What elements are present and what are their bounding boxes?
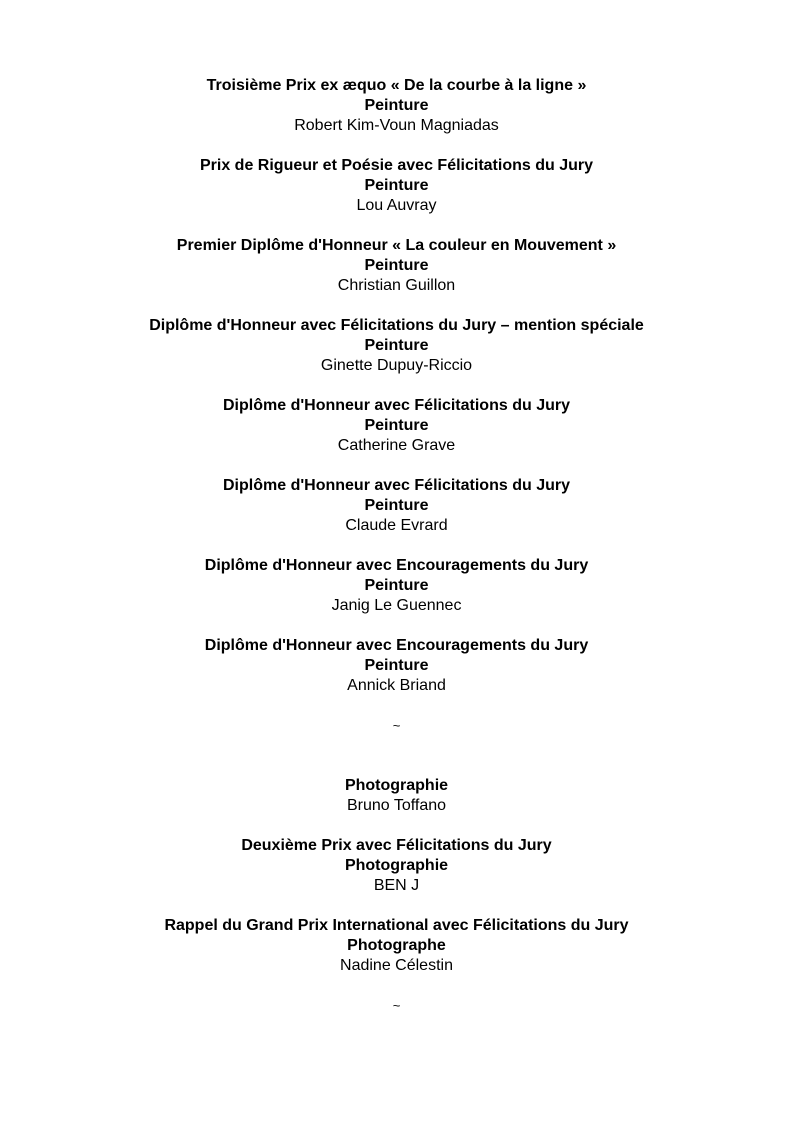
award-entry [0,636,793,696]
award-artist: Ginette Dupuy-Riccio [320,357,473,374]
award-artist: Annick Briand [347,677,446,694]
award-category: Peinture [364,577,429,594]
award-title: Diplôme d'Honneur avec Félicitations du Jury [223,477,570,494]
award-entry [0,776,793,816]
award-title: Diplôme d'Honneur avec Félicitations du Jury [223,397,570,414]
award-artist: Nadine Célestin [340,957,453,974]
award-artist: Robert Kim-Voun Magniadas [294,117,499,134]
award-entry [0,916,793,976]
award-category: Photographie [344,857,449,874]
award-title: Diplôme d'Honneur avec Encouragements du Jury [204,557,589,574]
award-category: Peinture [364,257,429,274]
award-artist: BEN J [373,877,420,894]
award-artist: Christian Guillon [337,277,456,294]
section-separator: ~ [392,718,401,733]
award-category: Peinture [364,97,429,114]
award-title: Deuxième Prix avec Félicitations du Jury [241,837,552,854]
document-page [0,76,793,1016]
award-entry [0,556,793,616]
award-category: Photographie [344,777,449,794]
award-category: Peinture [364,657,429,674]
award-artist: Bruno Toffano [346,797,447,814]
award-artist: Catherine Grave [337,437,456,454]
award-title: Premier Diplôme d'Honneur « La couleur en Mouvement » [176,237,617,254]
award-title: Troisième Prix ex æquo « De la courbe à la ligne » [206,77,587,94]
award-title: Diplôme d'Honneur avec Félicitations du Jury – mention spéciale [149,317,644,334]
award-entry [0,76,793,136]
section-separator: ~ [392,998,401,1013]
award-artist: Claude Evrard [345,517,448,534]
award-entry [0,396,793,456]
award-category: Photographe [347,937,446,954]
award-category: Peinture [364,177,429,194]
award-entry [0,476,793,536]
award-category: Peinture [364,417,429,434]
award-entry [0,836,793,896]
award-title: Prix de Rigueur et Poésie avec Félicitations du Jury [199,157,594,174]
award-artist: Lou Auvray [356,197,437,214]
award-title: Diplôme d'Honneur avec Encouragements du Jury [204,637,589,654]
award-entry [0,316,793,376]
award-entry [0,156,793,216]
award-entry [0,236,793,296]
award-category: Peinture [364,497,429,514]
award-artist: Janig Le Guennec [331,597,462,614]
award-title: Rappel du Grand Prix International avec Félicitations du Jury [164,917,629,934]
award-category: Peinture [364,337,429,354]
